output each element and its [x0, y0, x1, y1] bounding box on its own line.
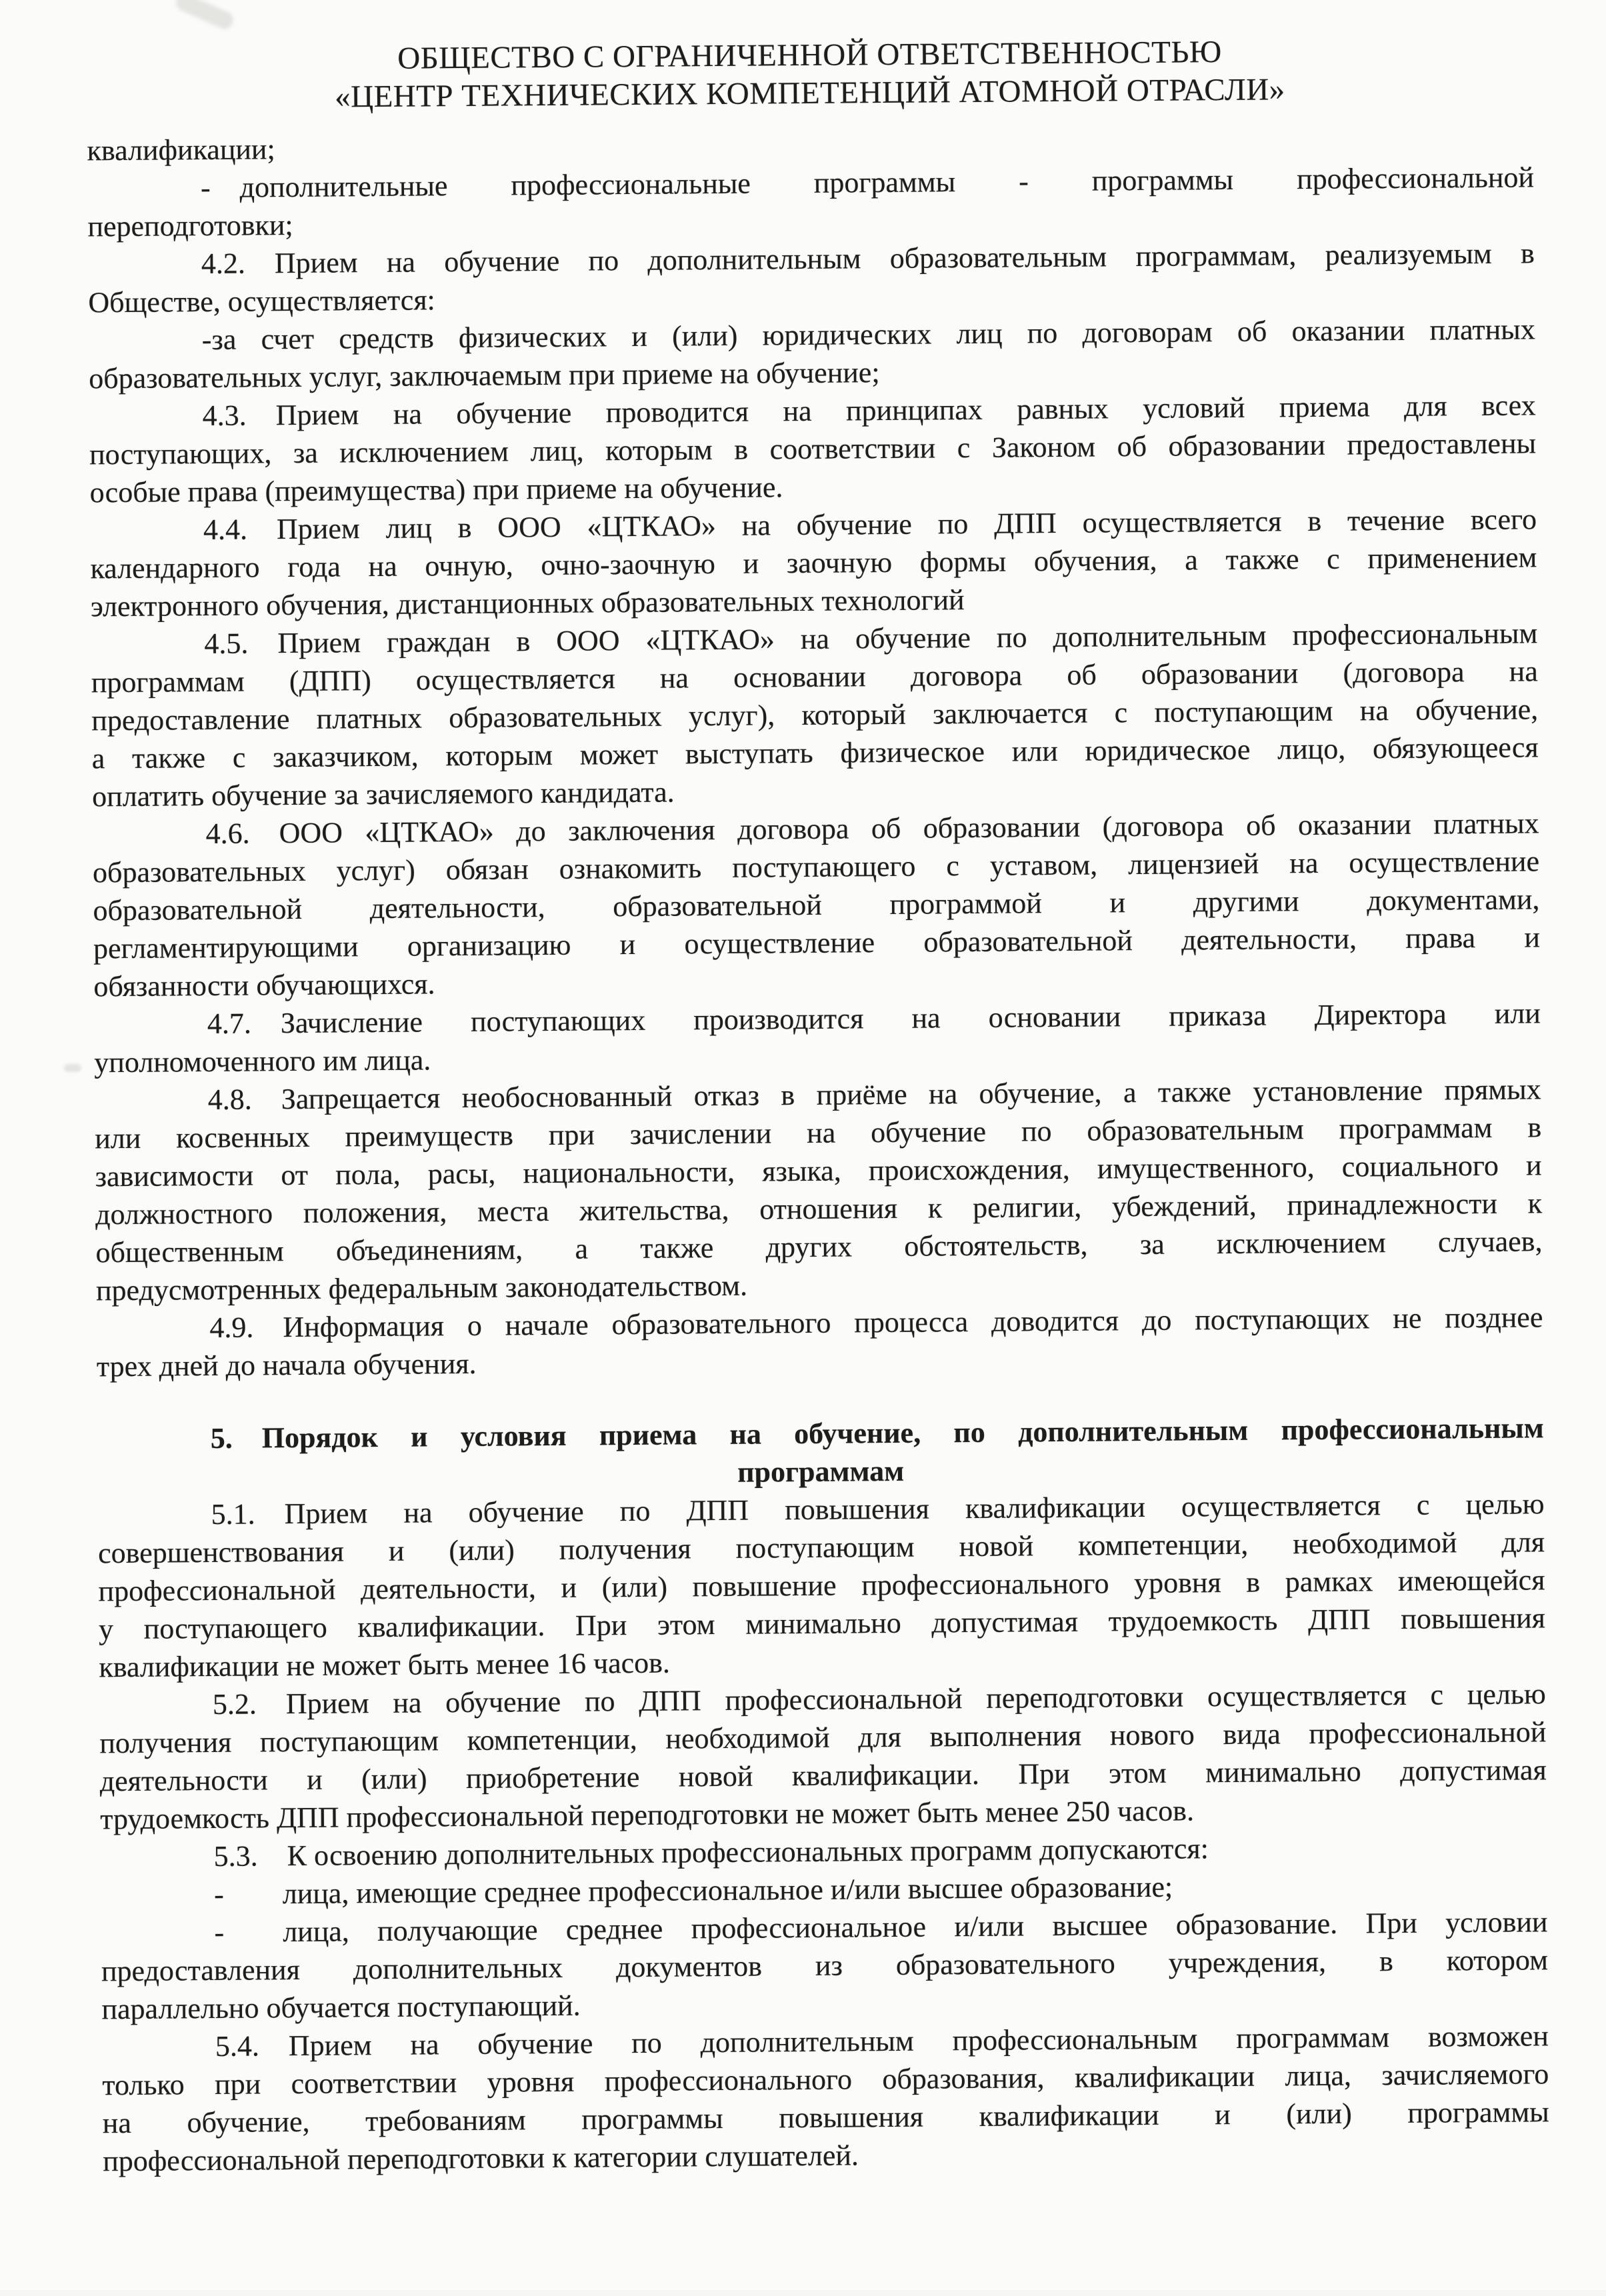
text-line: 4.5. Прием граждан в ООО «ЦТКАО» на обучение по дополнительным профессиональным: [91, 614, 1537, 663]
text-line: электронного обучения, дистанционных образовательных технологий: [91, 576, 1537, 625]
text-line: профессиональной переподготовки к категории слушателей.: [103, 2131, 1549, 2180]
text-line: получения поступающим компетенции, необходимой для выполнения нового вида профессиональной: [99, 1713, 1546, 1762]
text-line: или косвенных преимуществ при зачислении на обучение по образовательным программам в: [95, 1108, 1541, 1157]
text-line: трех дней до начала обучения.: [97, 1336, 1543, 1385]
text-line: на обучение, требованиям программы повышения квалификации и (или) программы: [103, 2093, 1549, 2142]
para-5-3-dash-2: [101, 1903, 1548, 2028]
text-line: образовательной деятельности, образовательной программой и другими документами,: [93, 880, 1539, 929]
text-line: - лица, получающие среднее профессиональное и/или высшее образование. При условии: [101, 1903, 1547, 1952]
text-line: регламентирующими организацию и осуществление образовательной деятельности, права и: [93, 918, 1540, 967]
text-line: деятельности и (или) приобретение новой квалификации. При этом минимально допустимая: [100, 1751, 1547, 1800]
text-line: предоставления дополнительных документов из образовательного учреждения, в котором: [101, 1941, 1548, 1990]
company-name-line2: «ЦЕНТР ТЕХНИЧЕСКИХ КОМПЕТЕНЦИЙ АТОМНОЙ ОТРАСЛИ»: [87, 69, 1533, 118]
text-line: а также с заказчиком, которым может выступать физическое или юридическое лицо, обязующееся: [92, 728, 1539, 777]
text-line: уполномоченного им лица.: [94, 1032, 1541, 1081]
text-line: особые права (преимущества) при приеме на обучение.: [89, 462, 1536, 511]
text-line: - дополнительные профессиональные программы - программы профессиональной: [87, 158, 1534, 207]
text-line: - лица, имеющие среднее профессиональное и/или высшее образование;: [101, 1865, 1547, 1914]
document-body: [87, 120, 1549, 2180]
text-line: предусмотренных федеральным законодательством.: [96, 1260, 1543, 1309]
para-5-1: [97, 1485, 1545, 1686]
text-line: поступающих, за исключением лиц, которым в соответствии с Законом об образовании предоставлены: [89, 424, 1536, 473]
text-line: 4.2. Прием на обучение по дополнительным образовательным программам, реализуемым в: [88, 234, 1535, 283]
text-line: совершенствования и (или) получения поступающим новой компетенции, необходимой для: [98, 1523, 1545, 1572]
text-line: 4.8. Запрещается необоснованный отказ в приёме на обучение, а также установление прямых: [95, 1070, 1541, 1119]
text-line: должностного положения, места жительства, отношения к религии, убеждений, принадлежности к: [95, 1184, 1542, 1233]
text-line: образовательных услуг) обязан ознакомить поступающего с уставом, лицензией на осуществление: [93, 842, 1539, 891]
text-line: общественным объединениям, а также других обстоятельств, за исключением случаев,: [95, 1222, 1542, 1271]
para-5-4: [102, 2017, 1550, 2180]
text-line: профессиональной деятельности, и (или) повышение профессионального уровня в рамках имеющейся: [98, 1561, 1545, 1610]
text-line: -за счет средств физических и (или) юридических лиц по договорам об оказании платных: [89, 310, 1535, 359]
text-line: программам: [97, 1447, 1544, 1496]
text-line: переподготовки;: [87, 196, 1534, 245]
text-line: программам (ДПП) осуществляется на основании договора об образовании (договора на: [91, 652, 1538, 701]
document-content: [86, 0, 1550, 2180]
para-4-2-dash: [89, 310, 1536, 397]
text-line: квалификации;: [87, 120, 1533, 169]
para-4-2: [88, 234, 1535, 321]
text-line: 5.2. Прием на обучение по ДПП профессиональной переподготовки осуществляется с целью: [99, 1675, 1546, 1724]
text-line: зависимости от пола, расы, национальности, языка, происхождения, имущественного, социального и: [95, 1146, 1541, 1195]
company-name-line1: ОБЩЕСТВО С ОГРАНИЧЕННОЙ ОТВЕТСТВЕННОСТЬЮ: [86, 31, 1533, 80]
text-line: 4.6. ООО «ЦТКАО» до заключения договора об образовании (договора об оказании платных: [92, 804, 1539, 853]
para-dash-dpp: [87, 158, 1535, 245]
text-line: 5.1. Прием на обучение по ДПП повышения квалификации осуществляется с целью: [97, 1485, 1544, 1534]
para-4-3: [89, 386, 1536, 511]
para-4-6: [92, 804, 1540, 1005]
text-line: трудоемкость ДПП профессиональной переподготовки не может быть менее 250 часов.: [100, 1789, 1547, 1838]
para-4-5: [91, 614, 1539, 815]
text-line: параллельно обучается поступающий.: [101, 1979, 1548, 2028]
text-line: только при соответствии уровня профессионального образования, квалификации лица, зачисляемого: [102, 2055, 1549, 2104]
para-4-7: [94, 994, 1541, 1081]
text-line: 4.4. Прием лиц в ООО «ЦТКАО» на обучение по ДПП осуществляется в течение всего: [90, 500, 1537, 549]
text-line: 4.7. Зачисление поступающих производится на основании приказа Директора или: [94, 994, 1541, 1043]
text-line: оплатить обучение за зачисляемого кандидата.: [92, 766, 1539, 815]
text-line: 5.4. Прием на обучение по дополнительным профессиональным программам возможен: [102, 2017, 1549, 2066]
heading-5: [97, 1409, 1545, 1496]
text-line: предоставление платных образовательных услуг), который заключается с поступающим на обучение,: [91, 690, 1538, 739]
para-5-2: [99, 1675, 1547, 1838]
text-line: квалификации не может быть менее 16 часов.: [99, 1637, 1545, 1686]
document-header: [86, 31, 1533, 118]
para-4-8: [95, 1070, 1543, 1309]
text-line: у поступающего квалификации. При этом минимально допустимая трудоемкость ДПП повышения: [99, 1599, 1545, 1648]
text-line: 4.3. Прием на обучение проводится на принципах равных условий приема для всех: [89, 386, 1535, 435]
text-line: Обществе, осуществляется:: [88, 272, 1535, 321]
text-line: 4.9. Информация о начале образовательного процесса доводится до поступающих не позднее: [96, 1298, 1543, 1347]
text-line: обязанности обучающихся.: [93, 956, 1540, 1005]
text-line: образовательных услуг, заключаемым при приеме на обучение;: [89, 348, 1535, 397]
text-line: 5.3. К освоению дополнительных профессиональных программ допускаются:: [100, 1827, 1547, 1876]
text-line: календарного года на очную, очно-заочную и заочную формы обучения, а также с применением: [90, 538, 1537, 587]
text-line: 5. Порядок и условия приема на обучение, по дополнительным профессиональным: [97, 1409, 1544, 1458]
para-4-9: [96, 1298, 1543, 1385]
para-4-4: [90, 500, 1537, 625]
